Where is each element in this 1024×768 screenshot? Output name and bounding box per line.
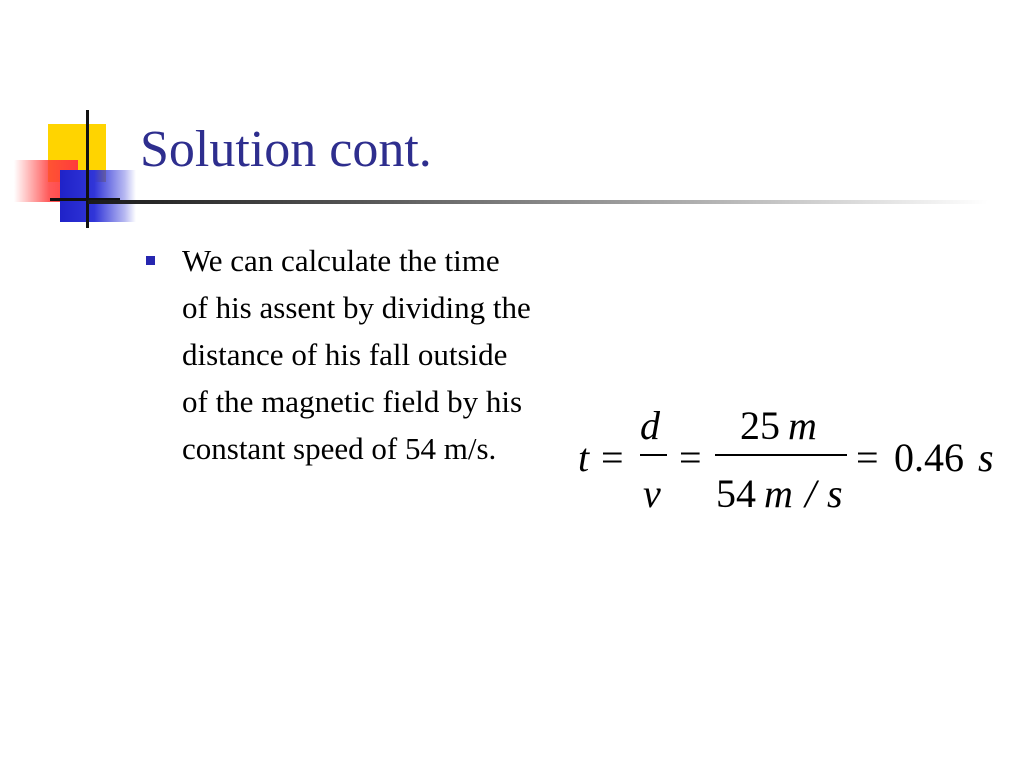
fraction1-denominator: v <box>643 471 661 516</box>
equation-lhs: t <box>578 435 590 480</box>
logo-vertical-line <box>86 110 89 228</box>
fraction2-numerator-unit: m <box>788 403 817 448</box>
fraction2-denominator-slash: / <box>805 471 817 516</box>
logo-blue-square <box>60 170 136 222</box>
bullet-text: We can calculate the time of his assent by dividing the distance of his fall outside of the magnetic field by his constant speed of 54 m/s. <box>182 243 531 466</box>
slide-title: Solution cont. <box>140 121 432 178</box>
fraction2-denominator-value: 54 <box>716 471 756 516</box>
equation-equals-3: = <box>856 435 879 480</box>
fraction2-numerator-value: 25 <box>740 403 780 448</box>
result-unit: s <box>978 435 994 480</box>
fraction2-denominator-unit-m: m <box>764 471 793 516</box>
title-underline <box>88 200 988 204</box>
fraction1-bar <box>640 454 667 456</box>
equation-equals-1: = <box>601 435 624 480</box>
equation-equals-2: = <box>679 435 702 480</box>
result-value: 0.46 <box>894 435 964 480</box>
bullet-square-icon <box>146 256 155 265</box>
fraction2-denominator-unit-s: s <box>827 471 843 516</box>
fraction2-bar <box>715 454 847 456</box>
fraction1-numerator: d <box>640 403 660 448</box>
decorative-logo <box>0 0 150 240</box>
